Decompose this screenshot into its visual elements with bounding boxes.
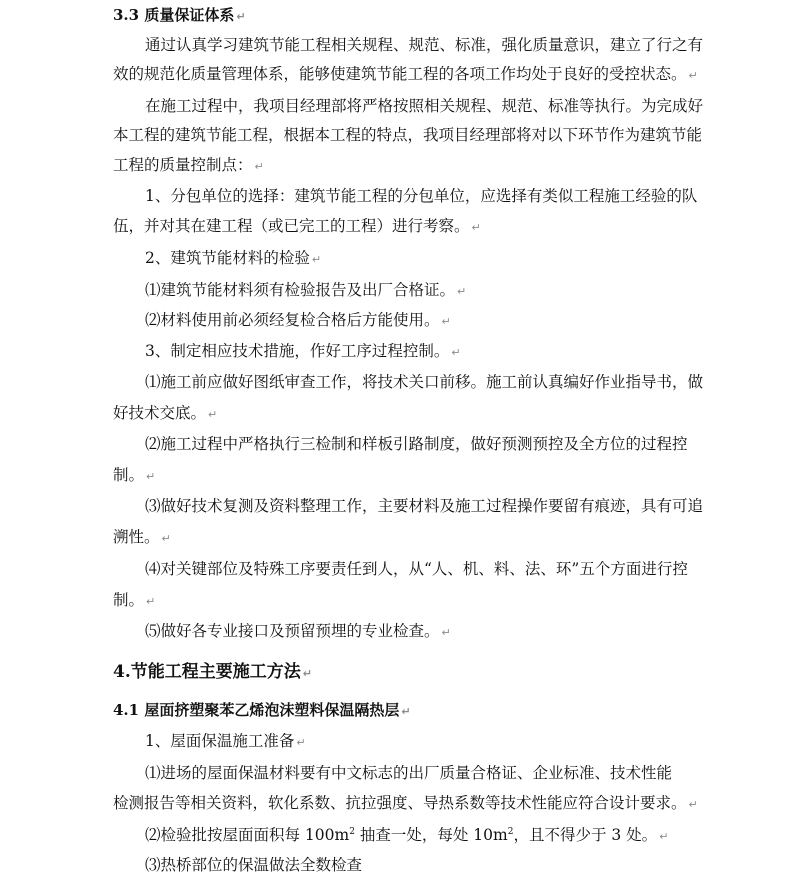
paragraph-line [145, 95, 703, 117]
paragraph-mark-icon: ↵ [688, 798, 698, 811]
paragraph-mark-icon: ↵ [236, 10, 246, 23]
paragraph-line [145, 371, 703, 393]
paragraph-line [145, 824, 668, 848]
text: 伍，并对其在建工程（或已完工的工程）进行考察。 [113, 217, 470, 235]
paragraph-line [113, 589, 155, 613]
section-heading-text: 4.节能工程主要施工方法 [113, 662, 301, 682]
text: 1、分包单位的选择：建筑节能工程的分包单位，应选择有类似工程施工经验的队 [145, 187, 698, 205]
paragraph-line [113, 792, 698, 816]
paragraph-line [113, 154, 264, 178]
paragraph-line [145, 558, 688, 580]
text: ，且不得少于 3 处。 [513, 826, 658, 844]
paragraph-mark-icon: ↵ [659, 830, 669, 843]
section-heading-3-3 [113, 4, 246, 28]
paragraph-line [145, 279, 466, 303]
paragraph-line [145, 433, 688, 455]
paragraph-line [113, 526, 171, 550]
superscript: 2 [507, 826, 514, 837]
text: 抽查一处，每处 10m [354, 826, 508, 844]
text: 溯性。 [113, 528, 160, 546]
paragraph-line [145, 185, 697, 207]
paragraph-line [145, 495, 703, 517]
text: 3、制定相应技术措施，作好工序过程控制。 [145, 342, 450, 360]
paragraph-mark-icon: ↵ [441, 315, 451, 328]
section-heading-text: 4.1 屋面挤塑聚苯乙烯泡沫塑料保温隔热层 [113, 701, 400, 719]
paragraph-line [113, 63, 698, 87]
text: ⑷对关键部位及特殊工序要责任到人，从“人、机、料、法、环”五个方面进行控 [145, 560, 688, 578]
text: ⑸做好各专业接口及预留预埋的专业检查。 [145, 622, 440, 640]
text: 工程的质量控制点： [113, 156, 253, 174]
paragraph-mark-icon: ↵ [688, 69, 698, 82]
paragraph-line [113, 124, 702, 146]
paragraph-mark-icon: ↵ [401, 705, 411, 718]
paragraph-line [113, 215, 481, 239]
paragraph-mark-icon: ↵ [441, 626, 451, 639]
paragraph-mark-icon: ↵ [296, 736, 306, 749]
text: 制。 [113, 466, 145, 484]
paragraph-line [145, 620, 451, 644]
paragraph-line [113, 402, 217, 426]
paragraph-line [113, 464, 155, 488]
paragraph-line [145, 762, 672, 784]
text: ⑶热桥部位的保温做法全数检查 [145, 856, 363, 874]
text: ⑴施工前应做好图纸审查工作，将技术关口前移。施工前认真编好作业指导书，做 [145, 373, 704, 391]
paragraph-mark-icon: ↵ [208, 408, 218, 421]
text: ⑴进场的屋面保温材料要有中文标志的出厂质量合格证、企业标准、技术性能 [145, 764, 673, 782]
text: 通过认真学习建筑节能工程相关规程、规范、标准，强化质量意识，建立了行之有 [145, 36, 704, 54]
paragraph-line [145, 247, 321, 271]
paragraph-mark-icon: ↵ [311, 253, 322, 266]
paragraph-mark-icon: ↵ [146, 595, 156, 608]
text: 效的规范化质量管理体系，能够使建筑节能工程的各项工作均处于良好的受控状态。 [113, 65, 687, 83]
text: ⑵材料使用前必须经复检合格后方能使用。 [145, 311, 440, 329]
text: 检测报告等相关资料，软化系数、抗拉强度、导热系数等技术性能应符合设计要求。 [113, 794, 687, 812]
text: ⑵检验批按屋面面积每 100m [145, 826, 350, 844]
text: 在施工过程中，我项目经理部将严格按照相关规程、规范、标准等执行。为完成好 [145, 97, 704, 115]
paragraph-mark-icon: ↵ [471, 221, 481, 234]
section-heading-text: 3.3 质量保证体系 [113, 6, 235, 24]
paragraph-line [145, 340, 461, 364]
text: ⑴建筑节能材料须有检验报告及出厂合格证。 [145, 281, 456, 299]
paragraph-mark-icon: ↵ [451, 346, 461, 359]
text: 1、屋面保温施工准备 [145, 732, 295, 750]
text: ⑵施工过程中严格执行三检制和样板引路制度，做好预测预控及全方位的过程控 [145, 435, 688, 453]
section-heading-4-1 [113, 699, 411, 723]
paragraph-line [145, 309, 451, 333]
text: 好技术交底。 [113, 404, 207, 422]
text: ⑶做好技术复测及资料整理工作，主要材料及施工过程操作要留有痕迹，具有可追 [145, 497, 704, 515]
section-heading-4 [113, 661, 312, 685]
paragraph-line [145, 854, 362, 876]
paragraph-mark-icon: ↵ [302, 667, 312, 680]
paragraph-mark-icon: ↵ [146, 470, 156, 483]
paragraph-line [145, 34, 703, 56]
paragraph-line [145, 730, 306, 754]
text: 本工程的建筑节能工程，根据本工程的特点，我项目经理部将对以下环节作为建筑节能 [113, 126, 703, 144]
text: 制。 [113, 591, 145, 609]
paragraph-mark-icon: ↵ [254, 160, 264, 173]
text: 2、建筑节能材料的检验 [145, 249, 310, 267]
superscript: 2 [349, 826, 355, 837]
paragraph-mark-icon: ↵ [161, 532, 171, 545]
paragraph-mark-icon: ↵ [457, 285, 467, 298]
